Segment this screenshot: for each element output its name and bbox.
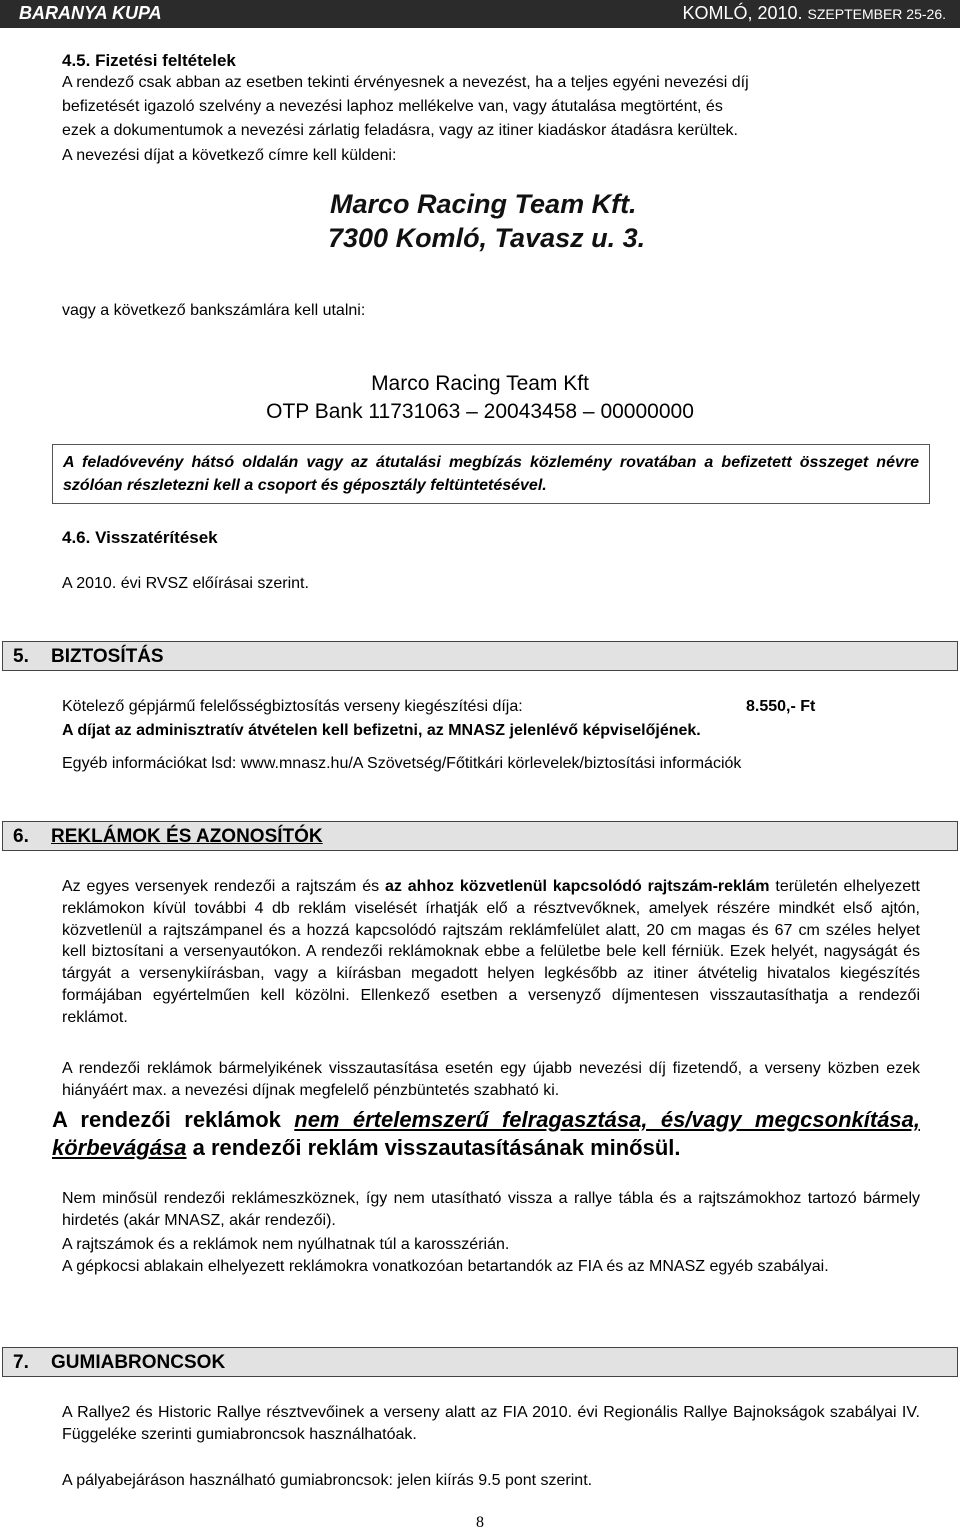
section-6-number: 6. [13,826,29,847]
insurance-fee-label: Kötelező gépjármű felelősségbiztosítás verseny kiegészítési díja: [62,698,523,715]
ads-warning-a: A rendezői reklámok [52,1107,295,1132]
ads-p1-bold: az ahhoz közvetlenül kapcsolódó rajtszám-reklám [385,878,770,895]
ads-paragraph-3: Nem minősül rendezői reklámeszköznek, így nem utasítható vissza a rallye tábla és a rajtszámokhoz tartozó bármely hirdetés (akár MNASZ, akár rendezői). [62,1190,920,1229]
ads-warning-c: a rendezői reklám visszautasításának minősül. [186,1135,681,1160]
bank-intro: vagy a következő bankszámlára kell utalni: [62,302,366,319]
ads-warning [52,1106,920,1162]
ads-p1-c: területén elhelyezett reklámokon kívül további 4 db reklám viselését írhatják elő a résztvevőknek, amelyek részére mindkét első ajtón, közvetlenül a rajtszámpanel és a hozzá kapcsolódó rajtszám reklámfelület alatt, 20 cm magas és 67 cm széles helyet kell biztosítani a versenyautókon. A rendezői reklámoknak ebbe a felületbe bele kell férniük. Ezek helyét, nagyságát és tárgyát a versenykiírásban, vagy a kiírásban megadott helyen legkésőbb az itiner átvételig hivatalos kiegészítés formájában egyértelműen kell közölni. Ellenkező esetben a versenyző díjmentesen visszautasíthatja a rendezői reklámot. [62,878,920,1026]
section-5-number: 5. [13,646,29,667]
ads-warning-underlined: nem értelemszerű felragasztása, és/vagy megcsonkítása, körbevágása [52,1107,921,1160]
section-5-bar [2,641,958,671]
payment-note-box: A feladóvevény hátsó oldalán vagy az átutalási megbízás közlemény rovatában a befizetett összeget névre szólóan részletezni kell a csoport és géposztály feltüntetésével. [52,444,930,504]
section-4-5-heading: 4.5. Fizetési feltételek [62,51,236,70]
address-line-1: Marco Racing Team Kft. [330,189,637,219]
address-line-2: 7300 Komló, Tavasz u. 3. [328,223,646,253]
section-5-title: BIZTOSÍTÁS [51,646,164,667]
section-7-title: GUMIABRONCSOK [51,1352,226,1373]
ads-paragraph-5: A gépkocsi ablakain elhelyezett reklámokra vonatkozóan betartandók az FIA és az MNASZ egyéb szabályai. [62,1258,829,1275]
header-title: BARANYA KUPA [19,3,162,23]
section-7-bar [2,1347,958,1377]
section-4-6-heading: 4.6. Visszatérítések [62,528,218,547]
s45-line-3: ezek a dokumentumok a nevezési zárlatig feladásra, vagy az itiner kiadáskor átadásra kerültek. [62,122,738,139]
section-7-number: 7. [13,1352,29,1373]
bank-account: OTP Bank 11731063 – 20043458 – 00000000 [266,400,694,423]
ads-p1-a: Az egyes versenyek rendezői a rajtszám és [62,878,386,895]
section-6-bar [2,821,958,851]
insurance-fee-value: 8.550,- Ft [746,698,816,715]
header-date [682,3,946,24]
bank-name: Marco Racing Team Kft [371,372,589,395]
insurance-info-link: Egyéb információkat lsd: www.mnasz.hu/A Szövetség/Főtitkári körlevelek/biztosítási információk [62,755,742,772]
tires-paragraph-1: A Rallye2 és Historic Rallye résztvevőinek a verseny alatt az FIA 2010. évi Regionális Rallye Bajnokságok szabályai IV. Függeléke szerinti gumiabroncsok használhatóak. [62,1404,920,1443]
header-date-main: KOMLÓ, 2010. [682,3,808,23]
s45-line-1: A rendező csak abban az esetben tekinti érvényesnek a nevezést, ha a teljes egyéni nevezési díj [62,74,749,91]
s45-line-2: befizetését igazoló szelvény a nevezési laphoz mellékelve van, vagy átutalása megtörtént, és [62,98,723,115]
insurance-fee-line [62,696,922,718]
tires-paragraph-2: A pályabejáráson használható gumiabroncsok: jelen kiírás 9.5 pont szerint. [62,1472,593,1489]
ads-paragraph-4: A rajtszámok és a reklámok nem nyúlhatnak túl a karosszérián. [62,1236,510,1253]
page-number: 8 [476,1514,484,1531]
page-header [0,0,960,28]
ads-paragraph-1 [62,876,920,1029]
section-6-title: REKLÁMOK ÉS AZONOSÍTÓK [51,826,323,847]
s46-text: A 2010. évi RVSZ előírásai szerint. [62,575,309,592]
header-date-small: SZEPTEMBER 25-26. [807,6,946,22]
ads-paragraph-2: A rendezői reklámok bármelyikének visszautasítása esetén egy újabb nevezési díj fizetendő, a verseny közben ezek hiányáért max. a nevezési díjnak megfelelő pénzbüntetés szabható ki. [62,1060,920,1099]
s45-line-4: A nevezési díjat a következő címre kell küldeni: [62,147,397,164]
insurance-payment-note: A díjat az adminisztratív átvételen kell befizetni, az MNASZ jelenlévő képviselőjének. [62,722,701,739]
